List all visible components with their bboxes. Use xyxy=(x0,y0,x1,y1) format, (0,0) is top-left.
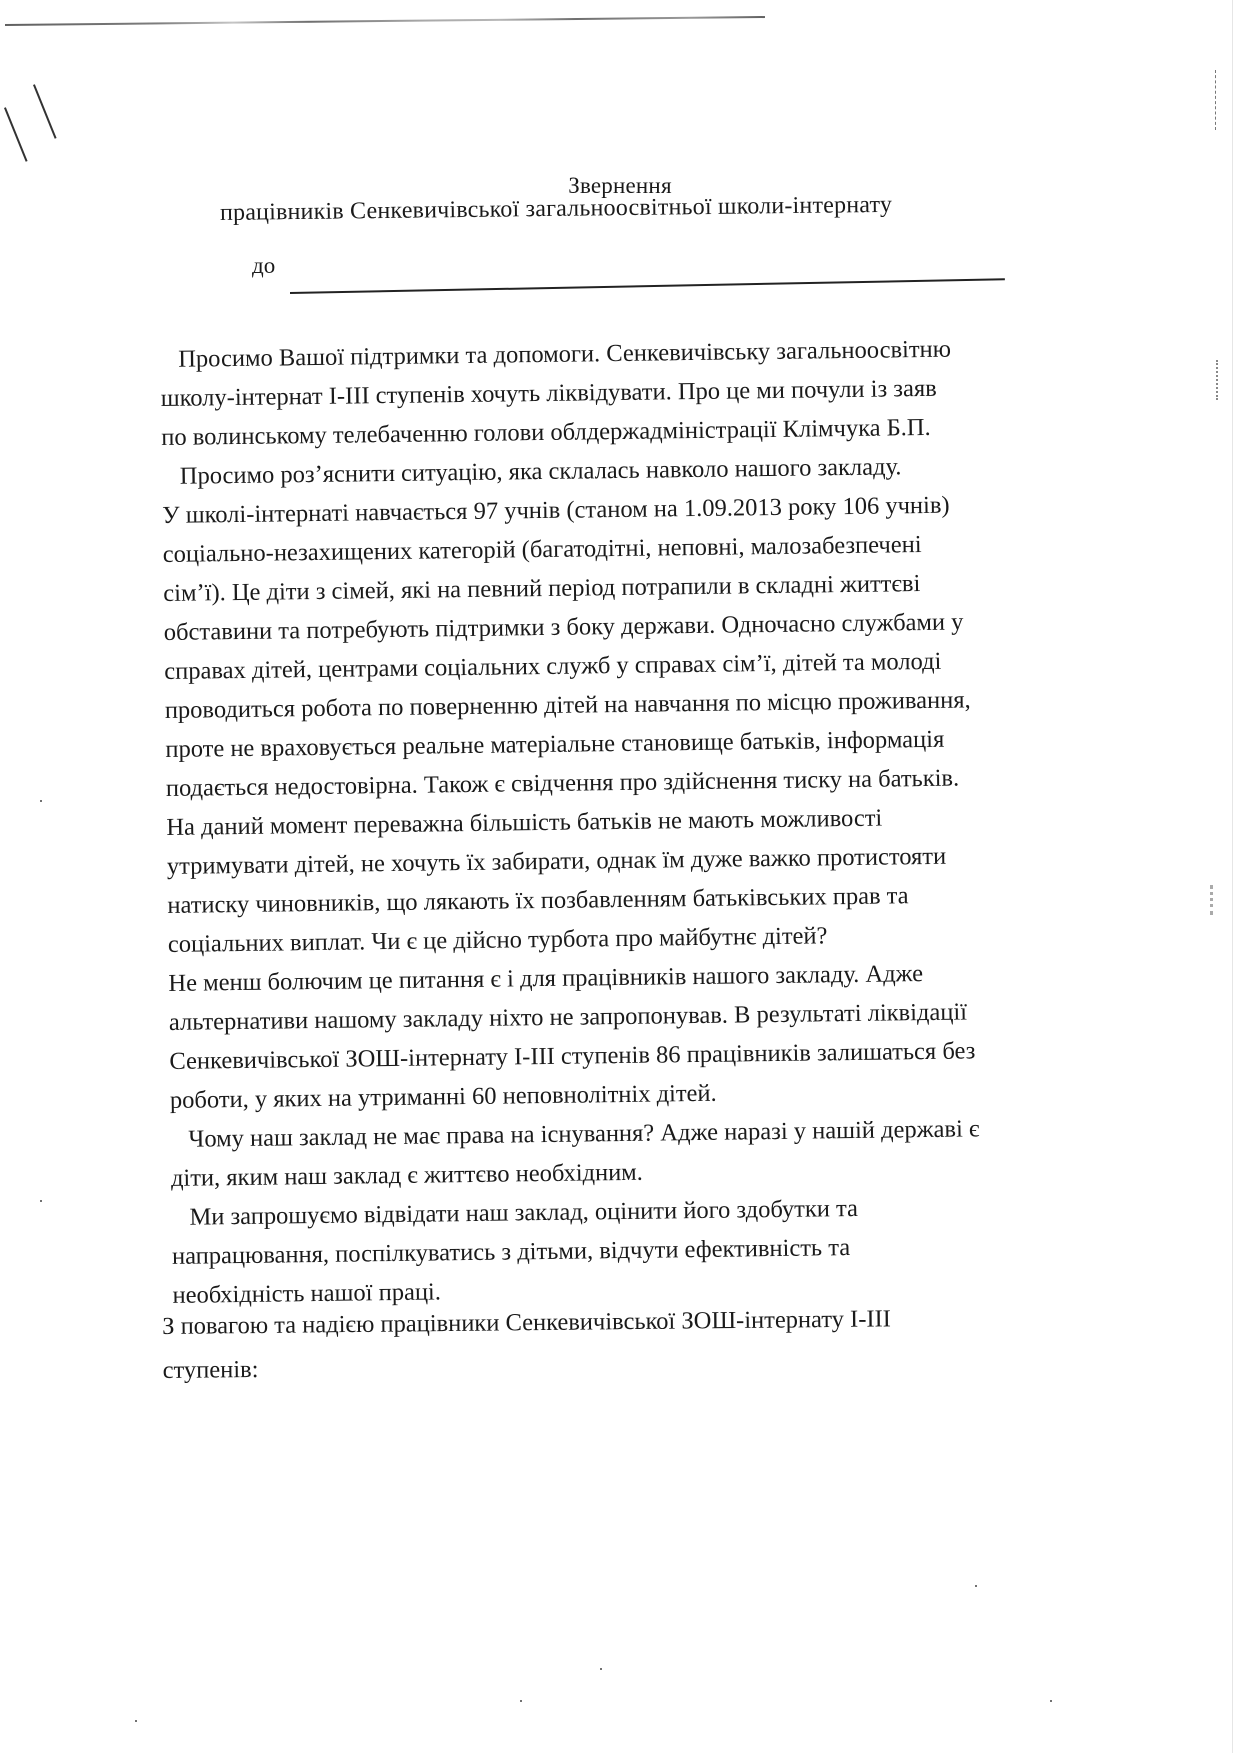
body-line: проте не враховується реальне матеріальне становище батьків, інформація xyxy=(165,725,945,763)
addressee-prefix: до xyxy=(252,253,276,278)
scan-artifact-edge-mark xyxy=(1216,360,1218,400)
body-line: Не менш болючим це питання є і для працівників нашого закладу. Адже xyxy=(168,960,924,997)
body-line: натиску чиновників, що лякають їх позбавленням батьківських прав та xyxy=(167,882,909,919)
document-title: Звернення xyxy=(568,173,672,198)
body-line: Просимо роз’яснити ситуацію, яка склалась навколо нашого закладу. xyxy=(179,453,902,490)
document-closing xyxy=(162,1296,1063,1393)
scan-artifact-edge-mark xyxy=(1215,70,1216,130)
scan-speck xyxy=(975,1585,977,1587)
body-line: школу-інтернат І-ІІІ ступенів хочуть ліквідувати. Про це ми почули із заяв xyxy=(160,374,937,412)
body-line: сім’ї). Це діти з сімей, які на певний період потрапили в складні життєві xyxy=(163,570,921,607)
body-line: необхідність нашої праці. xyxy=(172,1278,442,1309)
scan-speck xyxy=(520,1700,522,1702)
body-line: роботи, у яких на утриманні 60 неповнолітніх дітей. xyxy=(169,1079,717,1114)
body-line: діти, яким наш заклад є життєво необхідним. xyxy=(170,1158,644,1192)
body-line: соціальних виплат. Чи є це дійсно турбота про майбутнє дітей? xyxy=(167,922,828,958)
body-line: справах дітей, центрами соціальних служб у справах сім’ї, дітей та молоді xyxy=(164,647,942,685)
addressee-blank-line xyxy=(290,278,1005,293)
body-line: подається недостовірна. Також є свідчення про здійснення тиску на батьків. xyxy=(165,764,960,802)
body-line: На даний момент переважна більшість батьків не мають можливості xyxy=(166,804,883,841)
document-subtitle: працівників Сенкевичівської загальноосвітньої школи-інтернату xyxy=(219,191,893,226)
body-line: напрацювання, поспілкуватись з дітьми, відчути ефективність та xyxy=(171,1234,851,1270)
body-line: Сенкевичівської ЗОШ-інтернату І-ІІІ ступенів 86 працівників залишаться без xyxy=(169,1037,976,1075)
scan-speck xyxy=(1050,1700,1052,1702)
handwritten-slash-mark xyxy=(4,107,28,162)
handwritten-slash-mark xyxy=(33,84,56,138)
document-body xyxy=(160,327,1133,1314)
body-line: альтернативи нашому закладу ніхто не запропонував. В результаті ліквідації xyxy=(168,998,968,1036)
body-line: У школі-інтернаті навчається 97 учнів (станом на 1.09.2013 року 106 учнів) xyxy=(162,491,950,529)
body-line: Ми запрошуємо відвідати наш заклад, оцінити його здобутки та xyxy=(189,1194,859,1231)
body-line: соціально-незахищених категорій (багатодітні, неповні, малозабезпечені xyxy=(162,531,922,568)
scan-artifact-top-line xyxy=(5,16,765,26)
scan-speck xyxy=(135,1720,137,1722)
body-line: Просимо Вашої підтримки та допомоги. Сенкевичівську загальноосвітню xyxy=(178,335,952,373)
scan-speck xyxy=(40,800,42,802)
body-line: утримувати дітей, не хочуть їх забирати, однак їм дуже важко протистояти xyxy=(166,842,947,880)
body-line: Чому наш заклад не має права на існування? Адже наразі у нашій державі є xyxy=(188,1115,980,1153)
closing-line: ступенів: xyxy=(162,1355,259,1384)
closing-line: З повагою та надією працівники Сенкевичівської ЗОШ-інтернату І-ІІІ xyxy=(162,1305,892,1340)
page-edge xyxy=(1232,0,1233,1753)
scan-speck xyxy=(600,1668,602,1670)
body-line: проводиться робота по поверненню дітей на навчання по місцю проживання, xyxy=(164,686,971,724)
body-line: обставини та потребують підтримки з боку держави. Одночасно службами у xyxy=(163,608,964,646)
scan-artifact-edge-mark xyxy=(1210,885,1213,915)
scan-speck xyxy=(40,1200,42,1202)
body-line: по волинському телебаченню голови облдержадміністрації Клімчука Б.П. xyxy=(161,413,931,451)
